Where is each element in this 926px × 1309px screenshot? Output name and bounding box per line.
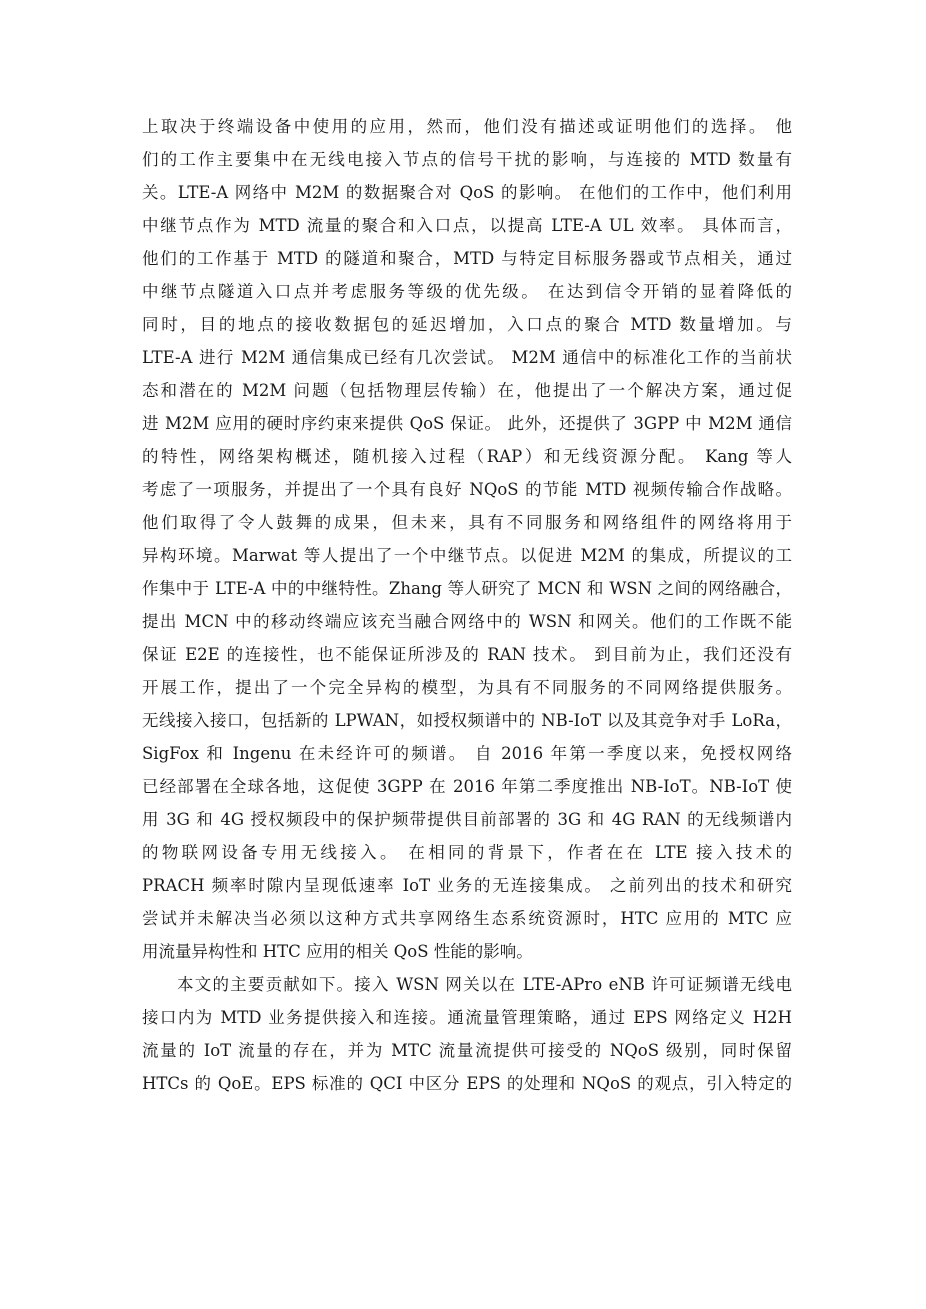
text-line: SigFox 和 Ingenu 在未经许可的频谱。 自 2016 年第一季度以来，免授权网络 (142, 744, 792, 763)
text-line: 的特性，网络架构概述，随机接入过程（RAP）和无线资源分配。 Kang 等人 (142, 447, 792, 466)
text-line: 考虑了一项服务，并提出了一个具有良好 NQoS 的节能 MTD 视频传输合作战略。 (142, 480, 792, 499)
body-text (142, 110, 792, 1100)
text-line: 上取决于终端设备中使用的应用，然而，他们没有描述或证明他们的选择。 他 (142, 117, 792, 136)
text-line: 接口内为 MTD 业务提供接入和连接。通流量管理策略，通过 EPS 网络定义 H2H (142, 1008, 792, 1027)
text-line: 的物联网设备专用无线接入。 在相同的背景下，作者在在 LTE 接入技术的 (142, 843, 792, 862)
text-line: 作集中于 LTE-A 中的中继特性。Zhang 等人研究了 MCN 和 WSN 之间的网络融合， (142, 579, 792, 598)
text-line: 们的工作主要集中在无线电接入节点的信号干扰的影响，与连接的 MTD 数量有 (142, 150, 792, 169)
text-line: 流量的 IoT 流量的存在，并为 MTC 流量流提供可接受的 NQoS 级别，同时保留 (142, 1041, 792, 1060)
text-line: HTCs 的 QoE。EPS 标准的 QCI 中区分 EPS 的处理和 NQoS 的观点，引入特定的 (142, 1074, 792, 1093)
text-line: 进 M2M 应用的硬时序约束来提供 QoS 保证。 此外，还提供了 3GPP 中 M2M 通信 (142, 414, 792, 433)
text-line: 关。LTE-A 网络中 M2M 的数据聚合对 QoS 的影响。 在他们的工作中，他们利用 (142, 183, 792, 202)
text-line: 已经部署在全球各地，这促使 3GPP 在 2016 年第二季度推出 NB-IoT。NB-IoT 使 (142, 777, 792, 796)
text-line: PRACH 频率时隙内呈现低速率 IoT 业务的无连接集成。 之前列出的技术和研究 (142, 876, 792, 895)
text-line: 中继节点作为 MTD 流量的聚合和入口点，以提高 LTE-A UL 效率。 具体而言， (142, 216, 792, 235)
text-line: 开展工作，提出了一个完全异构的模型，为具有不同服务的不同网络提供服务。 (142, 678, 792, 697)
text-line: 用流量异构性和 HTC 应用的相关 QoS 性能的影响。 (142, 942, 533, 961)
paragraph-2 (142, 968, 792, 1100)
text-line: 态和潜在的 M2M 问题（包括物理层传输）在，他提出了一个解决方案，通过促 (142, 381, 792, 400)
text-line: 提出 MCN 中的移动终端应该充当融合网络中的 WSN 和网关。他们的工作既不能 (142, 612, 792, 631)
text-line: 本文的主要贡献如下。接入 WSN 网关以在 LTE-APro eNB 许可证频谱无线电 (177, 975, 792, 994)
text-line: 他们取得了令人鼓舞的成果，但未来，具有不同服务和网络组件的网络将用于 (142, 513, 792, 532)
text-line: 他们的工作基于 MTD 的隧道和聚合，MTD 与特定目标服务器或节点相关，通过 (142, 249, 792, 268)
text-line: 用 3G 和 4G 授权频段中的保护频带提供目前部署的 3G 和 4G RAN 的无线频谱内 (142, 810, 792, 829)
paragraph-1 (142, 110, 792, 968)
text-line: 保证 E2E 的连接性，也不能保证所涉及的 RAN 技术。 到目前为止，我们还没有 (142, 645, 792, 664)
text-line: 无线接入接口，包括新的 LPWAN，如授权频谱中的 NB-IoT 以及其竞争对手 LoRa， (142, 711, 792, 730)
text-line: 中继节点隧道入口点并考虑服务等级的优先级。 在达到信令开销的显着降低的 (142, 282, 792, 301)
text-line: LTE-A 进行 M2M 通信集成已经有几次尝试。 M2M 通信中的标准化工作的当前状 (142, 348, 792, 367)
text-line: 同时，目的地点的接收数据包的延迟增加，入口点的聚合 MTD 数量增加。与 (142, 315, 792, 334)
text-line: 尝试并未解决当必须以这种方式共享网络生态系统资源时，HTC 应用的 MTC 应 (142, 909, 792, 928)
text-line: 异构环境。Marwat 等人提出了一个中继节点。以促进 M2M 的集成，所提议的工 (142, 546, 792, 565)
